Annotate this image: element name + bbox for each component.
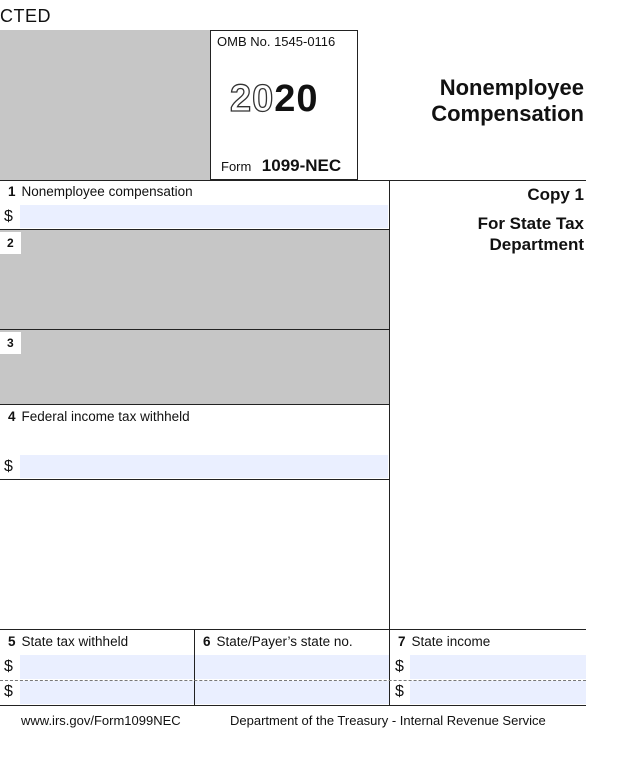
box4-text: Federal income tax withheld	[21, 409, 190, 424]
form-title	[431, 75, 584, 127]
form-number: 1099-NEC	[261, 156, 342, 175]
form-name	[221, 156, 341, 176]
box7-text: State income	[411, 634, 491, 649]
box2-number: 2	[0, 232, 21, 254]
form-label: Form	[221, 159, 252, 174]
box5-text: State tax withheld	[21, 634, 129, 649]
corrected-fragment: CTED	[0, 6, 51, 26]
box7-amount-field-1[interactable]	[410, 655, 586, 679]
box6-text: State/Payer’s state no.	[216, 634, 353, 649]
form-title-line1: Nonemployee	[439, 75, 584, 100]
footer-url: www.irs.gov/Form1099NEC	[21, 713, 181, 728]
box3-gray-area	[0, 330, 389, 404]
box1-text: Nonemployee compensation	[21, 184, 193, 199]
box1-number: 1	[8, 184, 16, 199]
box5-currency-1: $	[4, 658, 13, 675]
box7-currency-1: $	[395, 658, 404, 675]
box4-currency: $	[4, 458, 13, 475]
box1-amount-field[interactable]	[20, 205, 388, 228]
box5-amount-field-2[interactable]	[20, 681, 194, 704]
box1-currency: $	[4, 208, 13, 225]
box6-label	[203, 634, 353, 649]
tax-year	[230, 78, 319, 121]
tax-year-bold: 20	[274, 78, 319, 120]
copy-title: Copy 1	[527, 185, 584, 204]
omb-number: OMB No. 1545-0116	[217, 34, 336, 49]
rule-under-header	[0, 180, 586, 181]
rule-box3-bottom	[0, 404, 390, 405]
box7-currency-2: $	[395, 683, 404, 700]
rule-bottom	[0, 705, 586, 706]
box7-amount-field-2[interactable]	[410, 681, 586, 704]
copy-subtitle-line1: For State Tax	[477, 214, 584, 233]
box2-gray-area	[0, 230, 389, 329]
box4-amount-field[interactable]	[20, 455, 388, 478]
rule-right-column	[389, 180, 390, 705]
box6-field-2[interactable]	[195, 681, 389, 704]
box1-label	[8, 184, 193, 199]
box5-label	[8, 634, 128, 649]
box4-label	[8, 409, 190, 424]
rule-above-state-row	[0, 629, 586, 630]
tax-year-outline: 20	[230, 78, 275, 120]
copy-subtitle-line2: Department	[489, 235, 584, 254]
box5-number: 5	[8, 634, 16, 649]
rule-box4-bottom	[0, 479, 390, 480]
state-row-divider	[0, 680, 586, 681]
box6-number: 6	[203, 634, 211, 649]
box6-field-1[interactable]	[195, 655, 389, 679]
box3-number: 3	[0, 332, 21, 354]
box7-label	[398, 634, 490, 649]
payer-info-gray-area	[0, 30, 210, 180]
footer-agency: Department of the Treasury - Internal Revenue Service	[230, 713, 546, 728]
box7-number: 7	[398, 634, 406, 649]
box5-currency-2: $	[4, 683, 13, 700]
copy-designation	[478, 184, 584, 255]
box4-number: 4	[8, 409, 16, 424]
form-title-line2: Compensation	[431, 101, 584, 126]
box5-amount-field-1[interactable]	[20, 655, 194, 679]
